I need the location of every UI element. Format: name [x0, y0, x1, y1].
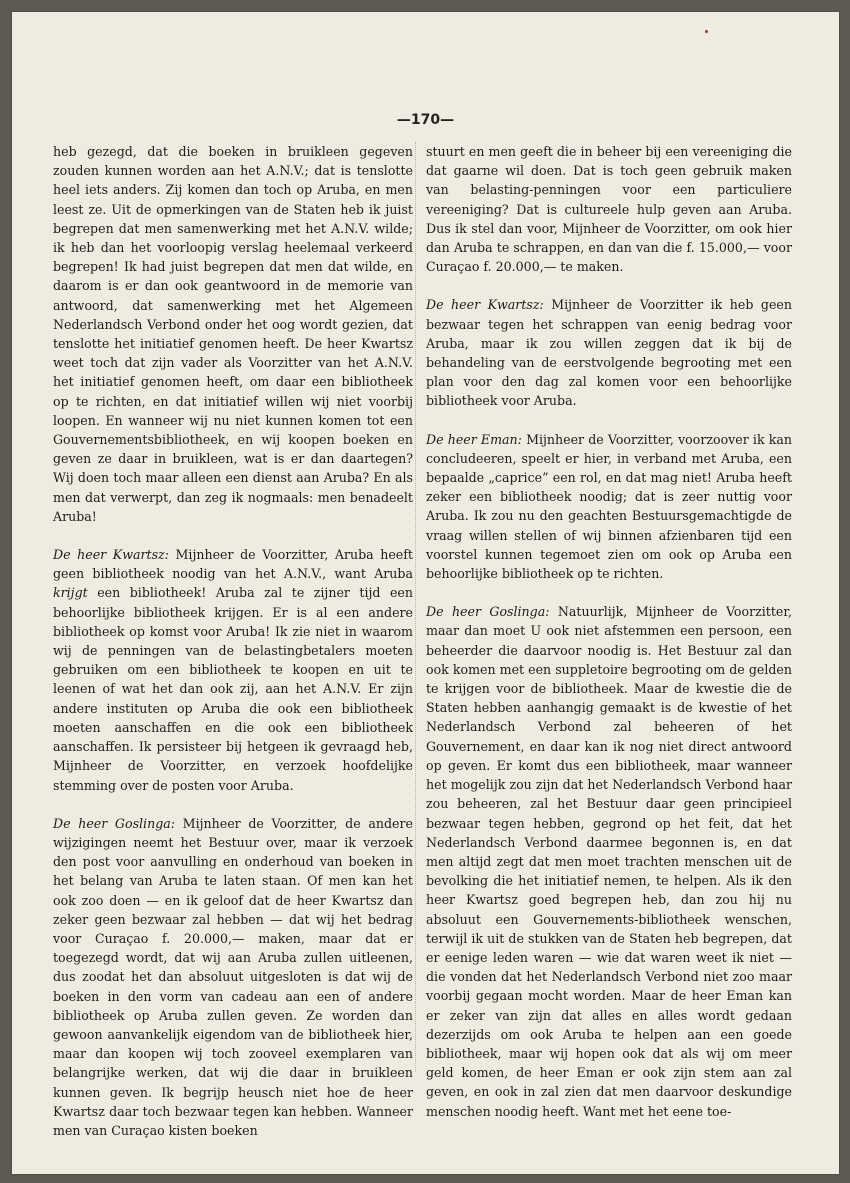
- paragraph: [53, 814, 413, 1140]
- paragraph-text: Natuurlijk, Mijnheer de Voorzitter, maar dan moet U ook niet afstemmen een persoon, een beheerder die daarvoor noodig is. Het Bestuur zal dan ook komen met een suppletoire begrooting om de gelden te krijgen voor de bibliotheek. Maar de kwestie die de Staten hebben aanhangig gemaakt is de kwestie of het Nederlandsch Verbond zal beheeren of het Gouvernement, en daar kan ik nog niet direct antwoord op geven. Er komt dus een bibliotheek, maar wanneer het mogelijk zou zijn dat het Nederlandsch Verbond haar zou beheeren, zal het Bestuur daar geen principieel bezwaar tegen hebben, gegrond op het feit, dat het Nederlandsch Verbond daarmee begonnen is, en dat men altijd zegt dat men moet trachten menschen uit de bevolking die het initiatief nemen, te helpen. Als ik den heer Kwartsz goed begrepen heb, dan zou hij nu absoluut een Gouvernements-bibliotheek wenschen, terwijl ik uit de stukken van de Staten heb begrepen, dat er eenige leden waren — wie dat waren weet ik niet — die vonden dat het Nederlandsch Verbond niet zoo maar voorbij gegaan mocht worden. Maar de heer Eman kan er zeker van zijn dat alles en alles wordt gedaan dezerzijds om ook Aruba te helpen aan een goede bibliotheek, maar wij hopen ook dat als wij om meer geld komen, de heer Eman er ook zijn stem aan zal geven, en ook in zal zien dat men daarvoor deskundige menschen noodig heeft. Want met het eene toe-: [426, 604, 792, 1119]
- document-page: [12, 12, 839, 1174]
- speaker-name: De heer Kwartsz:: [426, 297, 544, 313]
- left-column: [53, 142, 413, 1140]
- paragraph-text: Mijnheer de Voorzitter, de andere wijzigingen neemt het Bestuur over, maar ik verzoek den post voor aanvulling en onderhoud van boeken in het belang van Aruba te laten staan. Of men kan het ook zoo doen — en ik geloof dat de heer Kwartsz dan zeker geen bezwaar zal hebben — dat wij het bedrag voor Curaçao f. 20.000,— maken, maar dat er toegezegd wordt, dat wij aan Aruba zullen uitleenen, dus zoodat het dan absoluut uitgesloten is dat wij de boeken in den vorm van cadeau aan een of andere bibliotheek op Aruba zullen geven. Ze worden dan gewoon aanvankelijk eigendom van de bibliotheek hier, maar dan koopen wij toch zooveel exemplaren van belangrijke werken, dat wij die daar in bruikleen kunnen geven. Ik begrijp heusch niet hoe de heer Kwartsz daar toch bezwaar tegen kan hebben. Wanneer men van Curaçao kisten boeken: [53, 815, 413, 1138]
- paragraph: [426, 295, 792, 410]
- paragraph: [53, 545, 413, 795]
- speaker-name: De heer Goslinga:: [426, 604, 550, 620]
- paragraph-text: een bibliotheek! Aruba zal te zijner tijd een behoorlijke bibliotheek krijgen. Er is al een andere bibliotheek op komst voor Aruba! Ik zie niet in waarom wij de penningen van de belastingbetalers moeten gebruiken om een bibliotheek te koopen en uit te leenen of wat het dan ook zij, aan het A.N.V. Er zijn andere instituten op Aruba die ook een bibliotheek moeten aanschaffen en die ook een bibliotheek aanschaffen. Ik persisteer bij hetgeen ik gevraagd heb, Mijnheer de Voorzitter, en verzoek hoofdelijke stemming over de posten voor Aruba.: [53, 585, 413, 793]
- paragraph: [426, 142, 792, 276]
- speaker-name: De heer Kwartsz:: [53, 547, 169, 563]
- paragraph: [426, 430, 792, 584]
- paragraph-text: Mijnheer de Voorzitter ik heb geen bezwaar tegen het schrappen van eenig bedrag voor Aruba, maar ik zou willen zeggen dat ik bij de behandeling van de eerstvolgende begrooting met een plan voor den dag zal komen voor een behoorlijke bibliotheek voor Aruba.: [426, 297, 792, 409]
- column-divider: [415, 142, 416, 1072]
- paragraph-text: heb gezegd, dat die boeken in bruikleen gegeven zouden kunnen worden aan het A.N.V.; dat is tenslotte heel iets anders. Zij komen dan toch op Aruba, en men leest ze. Uit de opmerkingen van de Staten heb ik juist begrepen dat men samenwerking met het A.N.V. wilde; ik heb dan het voorloopig verslag heelemaal verkeerd begrepen! Ik had juist begrepen dat men dat wilde, en daarom is er dan ook geantwoord in de memorie van antwoord, dat samenwerking met het Algemeen Nederlandsch Verbond onder het oog wordt gezien, dat tenslotte het initiatief genomen heeft. De heer Kwartsz weet toch dat zijn vader als Voorzitter van het A.N.V. het initiatief genomen heeft, om daar een bibliotheek op te richten, en dat initiatief willen wij niet voorbij loopen. En wanneer wij nu niet kunnen komen tot een Gouvernementsbibliotheek, en wij koopen boeken en geven ze daar in bruikleen, wat is er dan daartegen? Wij doen toch maar alleen een dienst aan Aruba? En als men dat verwerpt, dan zeg ik nogmaals: men benadeelt Aruba!: [53, 144, 413, 524]
- speaker-name: De heer Goslinga:: [53, 815, 176, 831]
- page-number: —170—: [396, 112, 455, 128]
- right-column: [426, 142, 792, 1121]
- emphasized-word: krijgt: [53, 585, 88, 601]
- paragraph-text: Mijnheer de Voorzitter, voorzoover ik kan concludeeren, speelt er hier, in verband met Aruba, een bepaalde „caprice” een rol, en dat mag niet! Aruba heeft zeker een bibliotheek noodig; dat is zeer nuttig voor Aruba. Ik zou nu den geachten Bestuursgemachtigde de vraag willen stellen of wij binnen afzienbaren tijd een voorstel kunnen tegemoet zien om ook op Aruba een behoorlijke bibliotheek op te richten.: [426, 431, 792, 582]
- ink-speck: [705, 30, 708, 33]
- speaker-name: De heer Eman:: [426, 431, 522, 447]
- paragraph-text: Mijnheer de Voorzitter, Aruba heeft geen bibliotheek noodig van het A.N.V., want Aruba: [53, 547, 413, 582]
- paragraph: [53, 142, 413, 526]
- paragraph: [426, 602, 792, 1120]
- paragraph-text: stuurt en men geeft die in beheer bij een vereeniging die dat gaarne wil doen. Dat is toch geen gebruik maken van belasting-penningen voor een particuliere vereeniging? Dat is cultureele hulp geven aan Aruba. Dus ik stel dan voor, Mijnheer de Voorzitter, om ook hier dan Aruba te schrappen, en dan van die f. 15.000,— voor Curaçao f. 20.000,— te maken.: [426, 144, 792, 275]
